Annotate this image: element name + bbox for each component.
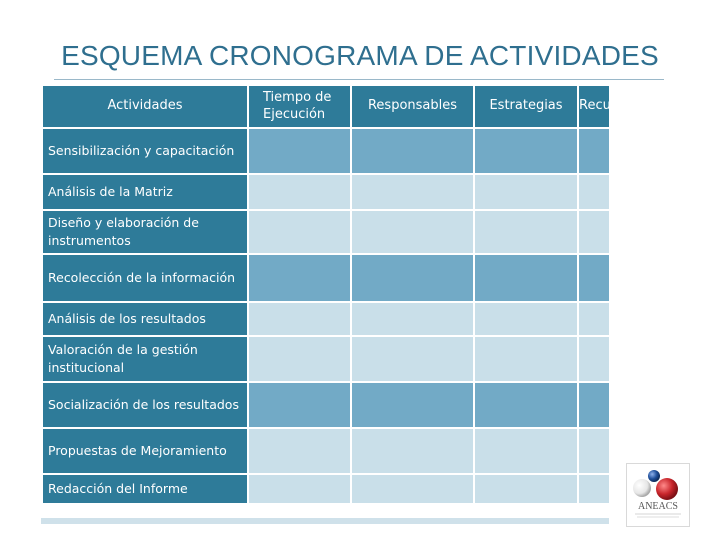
- responsables-cell: [351, 382, 474, 428]
- table-row: [42, 302, 610, 336]
- recursos-cell: [578, 382, 610, 428]
- header-recursos: Recursos: [578, 85, 610, 128]
- header-tiempo: Tiempo de Ejecución: [248, 85, 351, 128]
- estrategias-cell: [474, 474, 578, 504]
- time-cell: [248, 174, 351, 210]
- table-row: [42, 174, 610, 210]
- time-cell: [248, 474, 351, 504]
- activity-cell: Redacción del Informe: [42, 474, 248, 504]
- page-title: ESQUEMA CRONOGRAMA DE ACTIVIDADES: [61, 40, 659, 71]
- time-cell: [248, 302, 351, 336]
- estrategias-cell: [474, 336, 578, 382]
- time-cell: [248, 128, 351, 174]
- estrategias-cell: [474, 128, 578, 174]
- responsables-cell: [351, 302, 474, 336]
- time-cell: [248, 428, 351, 474]
- activity-cell: Valoración de la gestión institucional: [42, 336, 248, 382]
- header-actividades: Actividades: [42, 85, 248, 128]
- activity-cell: Propuestas de Mejoramiento: [42, 428, 248, 474]
- table-row: [42, 210, 610, 254]
- bottom-accent-bar: [41, 518, 609, 524]
- header-estrategias: Estrategias: [474, 85, 578, 128]
- recursos-cell: [578, 474, 610, 504]
- estrategias-cell: [474, 174, 578, 210]
- header-responsables: Responsables: [351, 85, 474, 128]
- estrategias-cell: [474, 210, 578, 254]
- table-row: [42, 428, 610, 474]
- estrategias-cell: [474, 428, 578, 474]
- estrategias-cell: [474, 302, 578, 336]
- recursos-cell: [578, 210, 610, 254]
- responsables-cell: [351, 174, 474, 210]
- svg-text:ANEACS: ANEACS: [637, 501, 679, 512]
- recursos-cell: [578, 254, 610, 302]
- activity-cell: Recolección de la información: [42, 254, 248, 302]
- activity-cell: Análisis de los resultados: [42, 302, 248, 336]
- responsables-cell: [351, 428, 474, 474]
- table-row: [42, 128, 610, 174]
- recursos-cell: [578, 428, 610, 474]
- time-cell: [248, 382, 351, 428]
- table-header-row: [42, 85, 610, 128]
- activity-cell: Sensibilización y capacitación: [42, 128, 248, 174]
- estrategias-cell: [474, 254, 578, 302]
- time-cell: [248, 210, 351, 254]
- activity-schedule-table: [41, 84, 638, 505]
- recursos-cell: [578, 336, 610, 382]
- responsables-cell: [351, 128, 474, 174]
- table-row: [42, 336, 610, 382]
- recursos-cell: [578, 174, 610, 210]
- activity-cell: Diseño y elaboración de instrumentos: [42, 210, 248, 254]
- responsables-cell: [351, 474, 474, 504]
- responsables-cell: [351, 254, 474, 302]
- activity-cell: Análisis de la Matriz: [42, 174, 248, 210]
- recursos-cell: [578, 302, 610, 336]
- three-spheres-logo-icon: [627, 464, 689, 526]
- table-row: [42, 254, 610, 302]
- table-row: [42, 474, 610, 504]
- estrategias-cell: [474, 382, 578, 428]
- responsables-cell: [351, 336, 474, 382]
- activity-cell: Socialización de los resultados: [42, 382, 248, 428]
- time-cell: [248, 254, 351, 302]
- recursos-cell: [578, 128, 610, 174]
- institution-logo: [626, 463, 690, 527]
- table-row: [42, 382, 610, 428]
- time-cell: [248, 336, 351, 382]
- title-divider: [54, 79, 664, 80]
- responsables-cell: [351, 210, 474, 254]
